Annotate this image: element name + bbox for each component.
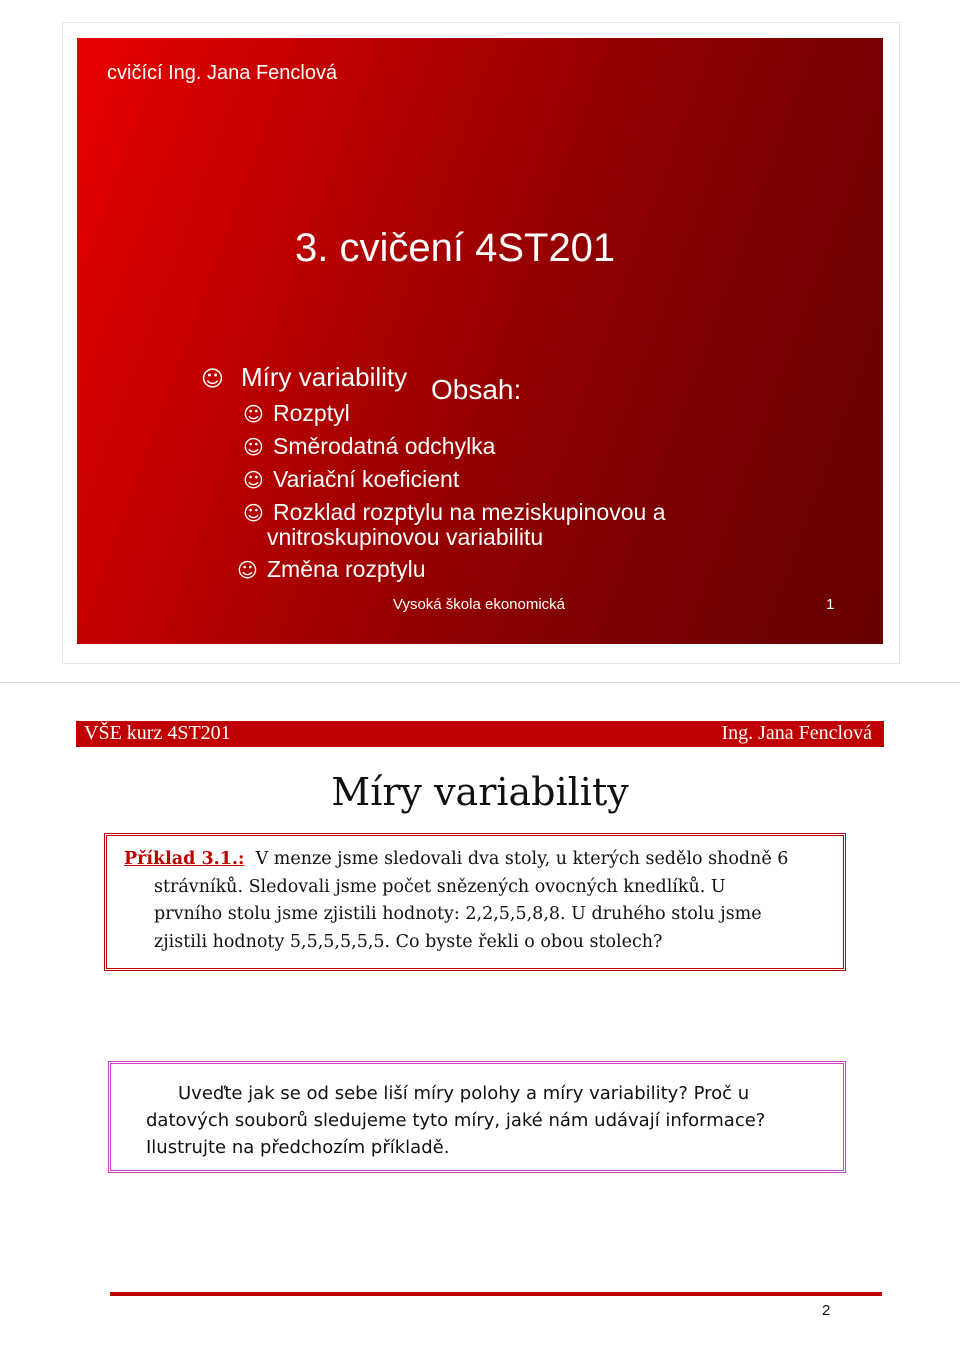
contents-item: ☺ Směrodatná odchylka [243,433,496,459]
contents-item: ☺ Rozptyl [243,400,350,426]
slide-number: 2 [822,1302,831,1319]
example-line: prvního stolu jsme zjistili hodnoty: 2,2,5,5,8,8. U druhého stolu jsme [154,904,762,924]
example-text [124,846,840,956]
contents-item: ☺ Rozklad rozptylu na meziskupinovou a [243,499,666,525]
example-line: strávníků. Sledovali jsme počet snězených ovocných knedlíků. U [154,876,726,897]
contents-item: ☺ Změna rozptylu [237,556,426,582]
question-line: datových souborů sledujeme tyto míry, jaké nám udávají informace? [146,1110,766,1131]
smiley-icon: ☺ [243,501,264,525]
slide-title: Míry variability [331,770,629,814]
example-label: Příklad 3.1.: [124,849,245,869]
contents-item: ☺ Míry variability [201,362,408,392]
slide-number: 1 [826,596,835,613]
smiley-icon: ☺ [243,468,264,492]
course-label: VŠE kurz 4ST201 [84,722,231,744]
smiley-icon: ☺ [243,402,264,426]
smiley-icon: ☺ [237,558,258,582]
lecturer-name: Ing. Jana Fenclová [721,722,872,744]
slide-1 [77,38,883,644]
example-line: zjistili hodnoty 5,5,5,5,5,5. Co byste řekli o obou stolech? [154,931,663,952]
smiley-icon: ☺ [243,435,264,459]
slide-title: 3. cvičení 4ST201 [295,226,616,270]
question-line: Ilustrujte na předchozím příkladě. [146,1137,450,1158]
slide-header-bar [76,721,884,747]
question-text [146,1080,836,1161]
slide-author: cvičící Ing. Jana Fenclová [107,62,338,84]
question-line: Uveďte jak se od sebe liší míry polohy a míry variability? Proč u [178,1083,750,1104]
contents-item: ☺ Variační koeficient [243,466,460,492]
smiley-icon: ☺ [201,367,224,392]
slide-footer: Vysoká škola ekonomická [393,596,566,613]
contents-heading: Obsah: [431,374,522,405]
page-divider [0,682,960,683]
example-line: Příklad 3.1.: V menze jsme sledovali dva stoly, u kterých sedělo shodně 6 [124,849,789,869]
contents-item-continuation: vnitroskupinovou variabilitu [267,524,544,550]
footer-line [110,1292,882,1296]
